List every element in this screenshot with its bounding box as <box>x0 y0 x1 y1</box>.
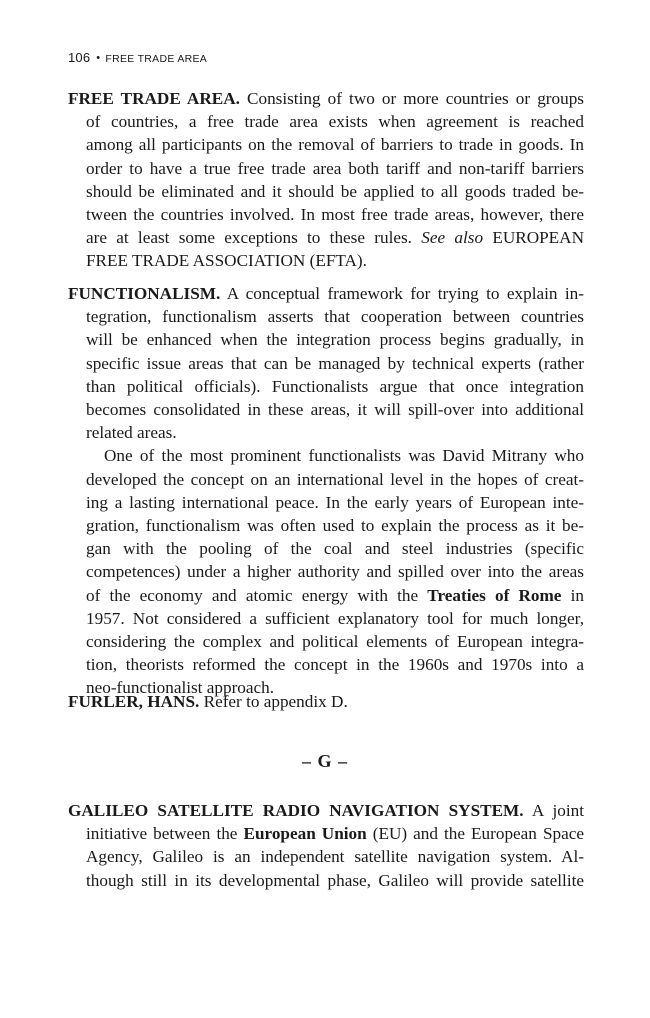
entry-line: should be eliminated and it should be applied to all goods traded be- <box>86 181 584 201</box>
entry-functionalism <box>68 282 584 700</box>
entry-text: Consisting of two or more countries or groups <box>239 89 584 108</box>
entry-headword: FREE TRADE AREA. <box>68 89 240 108</box>
entry-text: A joint <box>523 801 584 820</box>
entry-line: 1957. Not considered a sufficient explanatory tool for much longer, <box>86 608 584 628</box>
entry-line: though still in its developmental phase, Galileo will provide satellite <box>86 870 584 890</box>
entry-galileo <box>68 799 584 892</box>
entry-free-trade-area <box>68 87 584 273</box>
page-number: 106 <box>68 50 91 65</box>
entry-line: gration, functionalism was often used to explain the process as it be- <box>86 516 584 536</box>
entry-line: than political officials). Functionalists argue that once integration <box>86 376 584 396</box>
entry-line <box>68 87 584 110</box>
entry-line <box>68 799 584 822</box>
entry-line <box>68 282 584 305</box>
entry-line: ing a lasting international peace. In the early years of European inte- <box>86 492 584 512</box>
entry-line: order to have a true free trade area both tariff and non-tariff barriers <box>86 158 584 178</box>
section-letter-heading: – G – <box>301 751 348 771</box>
entry-line <box>68 690 584 713</box>
entry-text: are at least some exceptions to these rules. <box>86 228 422 248</box>
entry-line: neo-functionalist approach. <box>86 678 275 698</box>
entry-line: tion, theorists reformed the concept in the 1960s and 1970s into a <box>86 655 584 675</box>
see-also-label: See also <box>421 228 484 248</box>
entry-text: Refer to appendix D. <box>199 692 348 711</box>
entry-line: becomes consolidated in these areas, it will spill-over into additional <box>86 400 584 420</box>
entry-line: related areas. <box>86 423 177 443</box>
entry-line: among all participants on the removal of barriers to trade in goods. In <box>86 135 584 155</box>
entry-headword: FUNCTIONALISM. <box>68 284 221 303</box>
running-head <box>68 50 207 65</box>
cross-reference-european-union[interactable]: European Union <box>243 824 367 844</box>
entry-line: considering the complex and political elements of European integra- <box>86 632 584 652</box>
bullet-separator: • <box>96 52 101 64</box>
entry-line <box>68 822 584 845</box>
entry-line: tween the countries involved. In most free trade areas, however, there <box>86 205 584 225</box>
entry-furler-hans <box>68 690 584 713</box>
entry-text: initiative between the <box>86 824 244 844</box>
see-also-target: FREE TRADE ASSOCIATION (EFTA). <box>86 251 367 271</box>
entry-line: Agency, Galileo is an independent satellite navigation system. Al- <box>86 847 584 867</box>
entry-line: tegration, functionalism asserts that cooperation between countries <box>86 307 584 327</box>
entry-line: will be enhanced when the integration process begins gradually, in <box>86 330 584 350</box>
entry-line: of countries, a free trade area exists when agreement is reached <box>86 112 584 132</box>
entry-line: gan with the pooling of the coal and steel industries (specific <box>86 539 584 559</box>
entry-headword: GALILEO SATELLITE RADIO NAVIGATION SYSTEM. <box>68 801 524 820</box>
entry-text: A conceptual framework for trying to explain in- <box>220 284 584 303</box>
entry-line <box>68 226 584 249</box>
entry-line <box>68 584 584 607</box>
entry-text: (EU) and the European Space <box>366 824 584 844</box>
entry-headword: FURLER, HANS. <box>68 692 200 711</box>
entry-line: competences) under a higher authority and spilled over into the areas <box>86 562 584 582</box>
entry-text: of the economy and atomic energy with the <box>86 585 428 605</box>
entry-text: in <box>561 585 584 605</box>
entry-line: One of the most prominent functionalists was David Mitrany who <box>104 446 584 466</box>
see-also-target: EUROPEAN <box>483 228 584 248</box>
cross-reference-treaties-of-rome[interactable]: Treaties of Rome <box>427 585 562 605</box>
running-title: FREE TRADE AREA <box>105 53 208 65</box>
entry-line: developed the concept on an international level in the hopes of creat- <box>86 469 584 489</box>
entry-line: specific issue areas that can be managed by technical experts (rather <box>86 353 584 373</box>
